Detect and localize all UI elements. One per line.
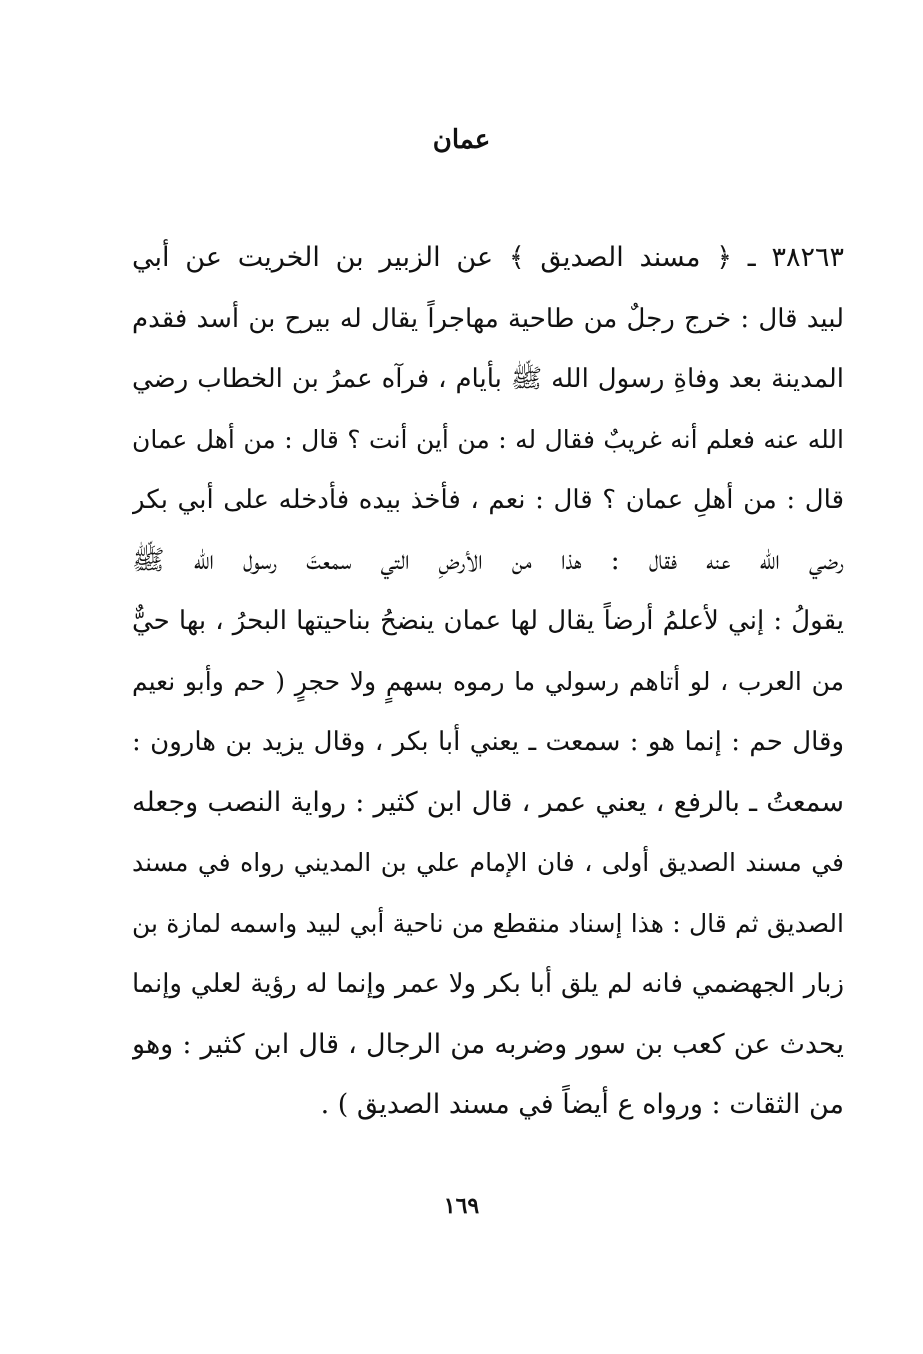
text-line: ٣٨٢٦٣ ـ ﴿ مسند الصديق ﴾ عن الزبير بن الخريت عن أبي: [132, 242, 844, 273]
page-heading: عمان: [432, 125, 491, 155]
hadith-text: [132, 228, 844, 1136]
text-line: يقولُ : إني لأعلمُ أرضاً يقال لها عمان ينضحُ بناحيتها البحرُ ، بها حيٌّ: [132, 606, 844, 636]
text-line: سمعتُ ـ بالرفع ، يعني عمر ، قال ابن كثير : رواية النصب وجعله: [132, 786, 844, 818]
text-line: من الثقات : ورواه ع أيضاً في مسند الصديق ) .: [320, 1089, 844, 1120]
text-line: رضي الله عنه فقال : هذا من الأرضِ التي سمعتَ رسول الله ﷺ: [132, 544, 844, 576]
text-line: الصديق ثم قال : هذا إسناد منقطع من ناحية أبي لبيد واسمه لمازة بن: [132, 908, 844, 938]
text-line: لبيد قال : خرج رجلٌ من طاحية مهاجراً يقال له بيرح بن أسد فقدم: [132, 303, 844, 334]
text-line: يحدث عن كعب بن سور وضربه من الرجال ، قال ابن كثير : وهو: [132, 1028, 844, 1060]
text-line: الله عنه فعلم أنه غريبٌ فقال له : من أين أنت ؟ قال : من أهل عمان: [132, 424, 844, 454]
text-line: زبار الجهضمي فانه لم يلق أبا بكر ولا عمر وإنما له رؤية لعلي وإنما: [132, 969, 844, 999]
text-line: المدينة بعد وفاةِ رسول الله ﷺ بأيام ، فرآه عمرُ بن الخطاب رضي: [132, 364, 844, 394]
text-line: من العرب ، لو أتاهم رسولي ما رموه بسهمٍ ولا حجرٍ ( حم وأبو نعيم: [132, 666, 844, 696]
text-line: وقال حم : إنما هو : سمعت ـ يعني أبا بكر ، وقال يزيد بن هارون :: [132, 727, 844, 757]
text-line: قال : من أهلِ عمان ؟ قال : نعم ، فأخذ بيده فأدخله على أبي بكر: [132, 485, 844, 515]
page-number: ١٦٩: [443, 1193, 480, 1219]
text-line: في مسند الصديق أولى ، فان الإمام علي بن المديني رواه في مسند: [132, 848, 844, 877]
